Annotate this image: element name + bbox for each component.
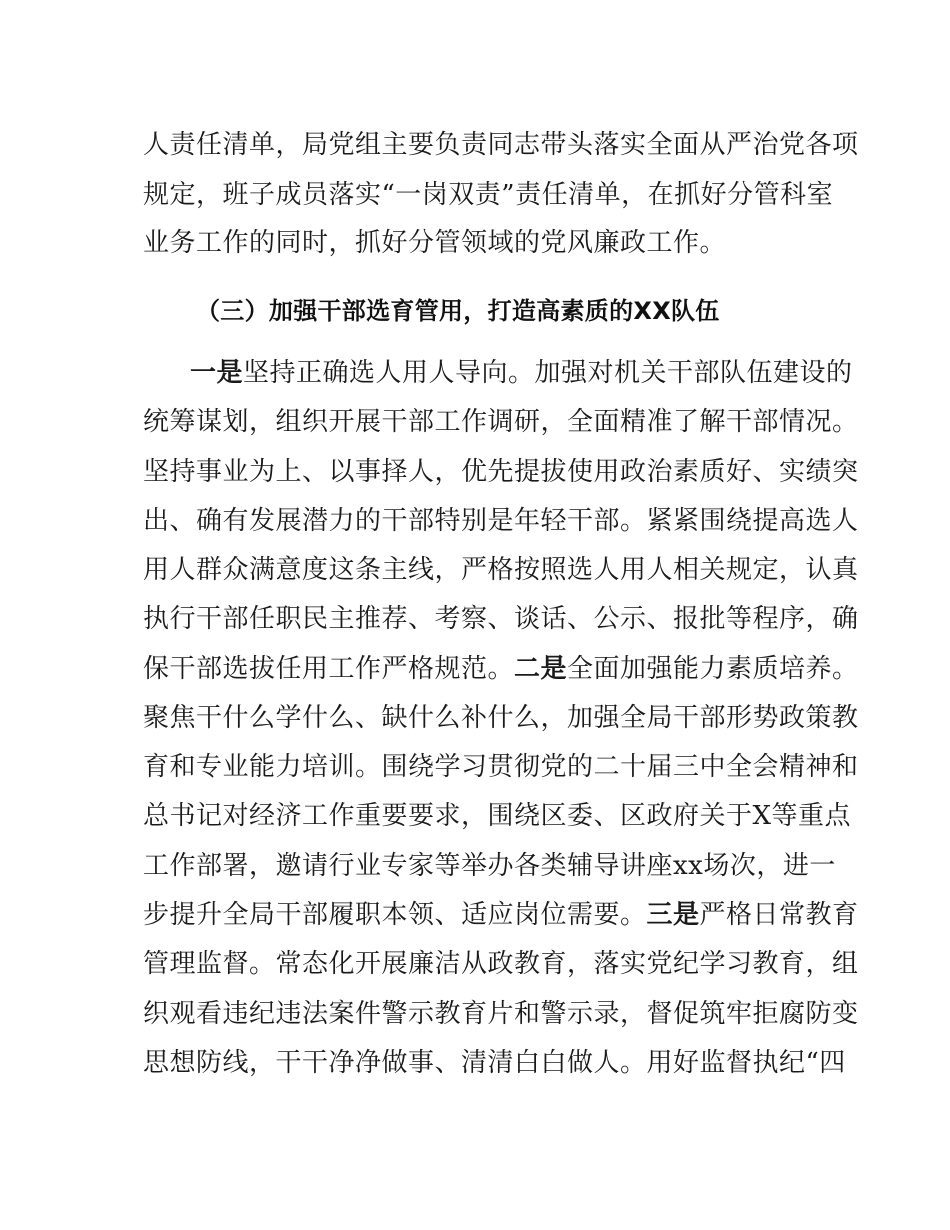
line-text: 严格日常教育 [699,900,859,930]
paragraph-line: 用人群众满意度这条主线，严格按照选人用人相关规定，认真 [143,555,859,585]
line-text: 坚持正确选人用人导向。加强对机关干部队伍建设的 [243,358,853,388]
line-text: 保干部选拔任用工作严格规范。 [143,654,515,684]
paragraph-line: 聚焦干什么学什么、缺什么补什么，加强全局干部形势政策教 [143,703,859,733]
paragraph-line: 人责任清单，局党组主要负责同志带头落实全面从严治党各项 [143,130,859,160]
line-text: 全面加强能力素质培养。 [567,654,859,684]
paragraph-line: 统筹谋划，组织开展干部工作调研，全面精准了解干部情况。 [143,407,859,437]
paragraph-line: 育和专业能力培训。围绕学习贯彻党的二十届三中全会精神和 [143,752,859,782]
paragraph-line [143,894,859,936]
paragraph-line: 管理监督。常态化开展廉洁从政教育，落实党纪学习教育，组 [143,949,859,979]
paragraph-line: 总书记对经济工作重要要求，围绕区委、区政府关于X等重点 [143,801,852,831]
line-text: 步提升全局干部履职本领、适应岗位需要。 [143,900,647,930]
paragraph-line: 思想防线，干干净净做事、清清白白做人。用好监督执纪“四 [143,1048,846,1078]
paragraph-line: 执行干部任职民主推荐、考察、谈话、公示、报批等程序，确 [143,604,859,634]
paragraph-line: 规定，班子成员落实“一岗双责”责任清单，在抓好分管科室 [143,180,834,210]
paragraph-line: 坚持事业为上、以事择人，优先提拔使用政治素质好、实绩突 [143,457,859,487]
paragraph-line [143,648,859,690]
section-heading: （三）加强干部选育管用，打造高素质的XX队伍 [196,297,720,325]
paragraph-line: 工作部署，邀请行业专家等举办各类辅导讲座xx场次，进一 [143,851,836,881]
point-marker-one: 一是 [190,358,244,388]
paragraph-line: 出、确有发展潜力的干部特别是年轻干部。紧紧围绕提高选人 [143,506,859,536]
point-marker-three: 三是 [646,900,700,930]
point-marker-two: 二是 [514,654,568,684]
paragraph-line: 业务工作的同时，抓好分管领域的党风廉政工作。 [143,228,727,258]
paragraph-line: 织观看违纪违法案件警示教育片和警示录，督促筑牢拒腐防变 [143,999,859,1029]
paragraph-line [190,352,853,394]
